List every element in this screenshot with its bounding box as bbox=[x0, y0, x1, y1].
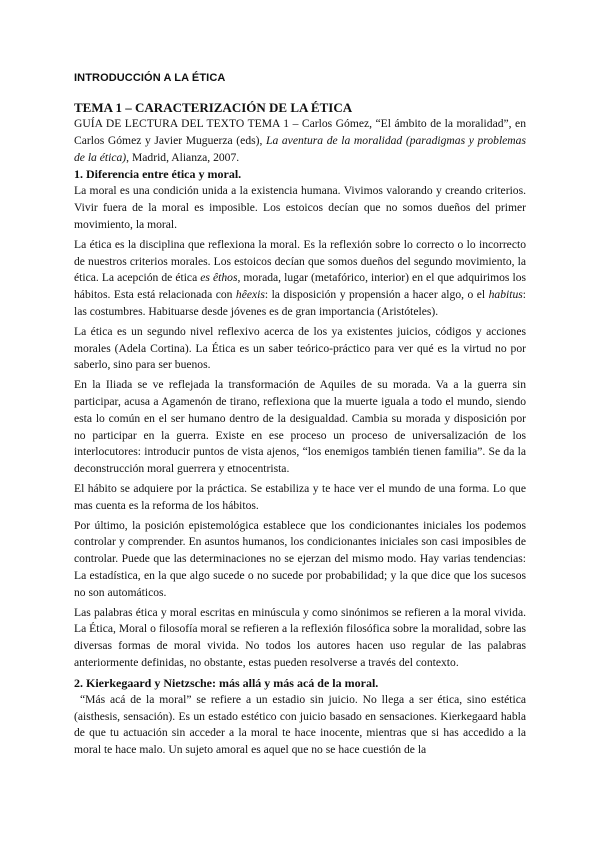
tema-heading: TEMA 1 – CARACTERIZACIÓN DE LA ÉTICA bbox=[74, 100, 353, 115]
paragraph-3: La ética es un segundo nivel reflexivo acerca de los ya existentes juicios, códigos y acciones morales (Adela Cortina). La Ética es un saber teórico-práctico para ver qué es la virtud no por saberlo, sino para ser buenos. bbox=[74, 324, 526, 372]
document-title: INTRODUCCIÓN A LA ÉTICA bbox=[74, 72, 226, 84]
reading-guide-text-a: GUÍA DE LECTURA DEL TEXTO TEMA 1 – Carlos Gómez, “El ámbito de la moralidad”, en Carlos Gómez y Javier Muguerza (eds), bbox=[74, 117, 526, 147]
paragraph-2-part-c: : la disposición y propensión a hacer algo, o el bbox=[264, 288, 489, 302]
paragraph-2-ethos: es êthos bbox=[200, 271, 238, 285]
paragraph-7: Las palabras ética y moral escritas en minúscula y como sinónimos se refieren a la moral vivida. La Ética, Moral o filosofía moral se refieren a la reflexión filosófica sobre la moralidad, sobre las diversas formas de moral vivida. No todos los autores hacen uso regular de las palabras anteriormente definidas, no obstante, estas pueden resolverse a través del contexto. bbox=[74, 605, 526, 669]
paragraph-1: La moral es una condición unida a la existencia humana. Vivimos valorando y creando criterios. Vivir fuera de la moral es imposible. Los estoicos decían que no somos dueños del primer movimiento, la moral. bbox=[74, 184, 526, 231]
paragraph-5: El hábito se adquiere por la práctica. Se estabiliza y te hace ver el mundo de una forma. Lo que mas cuenta es la reforma de los hábitos. bbox=[74, 481, 526, 512]
reading-guide-text-b: , Madrid, Alianza, 2007. bbox=[126, 150, 240, 164]
paragraph-2-part-b: , morada, lugar (metafórico, interior) en el que adquirimos los hábitos. Esta está relacionada con bbox=[74, 271, 526, 302]
paragraph-8: “Más acá de la moral” se refiere a un estadio sin juicio. No llega a ser ética, sino estética (aisthesis, sensación). Es un estado estético con juicio basado en sensaciones. Kierkegaard habla de que tu actuación sin acceder a la moral te hace inocente, mientras que si has accedido a la moral te hace malo. Un sujeto amoral es aquel que no se hace cuestión de la bbox=[74, 692, 526, 757]
paragraph-2-habitus: habitus bbox=[488, 288, 523, 302]
paragraph-6: Por último, la posición epistemológica establece que los condicionantes iniciales los podemos controlar y comprender. En asuntos humanos, los condicionantes iniciales son casi imposibles de controlar. Puede que las determinaciones no se ejerzan del mismo modo. Hay varias tendencias: La estadística, en la que algo sucede o no sucede por probabilidad; y la que dice que los sucesos no son automáticos. bbox=[74, 518, 526, 599]
paragraph-2 bbox=[74, 237, 526, 321]
paragraph-4: En la Iliada se ve reflejada la transformación de Aquiles de su morada. Va a la guerra sin participar, acusa a Agamenón de tirano, reflexiona que la muerte iguala a todo el mundo, siendo esta lo común en el ser humano dentro de la desigualdad. Cambia su morada y disposición por no participar en la guerra. Existe en ese proceso un proceso de universalización de los interlocutores: introducir puntos de vista ajenos, “los enemigos también tienen familia”. Se da la deconstrucción moral guerrera y etnocentrista. bbox=[74, 378, 526, 476]
paragraph-2-part-d: : las costumbres. Habituarse desde jóvenes es de gran importancia (Aristóteles). bbox=[74, 288, 526, 318]
section-2-heading: 2. Kierkegaard y Nietzsche: más allá y más acá de la moral. bbox=[74, 675, 379, 690]
paragraph-2-hexis: hêexis bbox=[235, 288, 265, 302]
document-body bbox=[74, 99, 526, 762]
reading-guide-book-title: La aventura de la moralidad (paradigmas y problemas de la ética) bbox=[74, 133, 526, 164]
reading-guide bbox=[74, 116, 526, 166]
paragraph-2-part-a: La ética es la disciplina que reflexiona la moral. Es la reflexión sobre lo correcto o lo incorrecto de nuestros criterios morales. Los estoicos decían que somos dueños del segundo movimiento, la ética. La acepción de ética bbox=[74, 237, 526, 285]
section-1-heading: 1. Diferencia entre ética y moral. bbox=[74, 167, 242, 182]
